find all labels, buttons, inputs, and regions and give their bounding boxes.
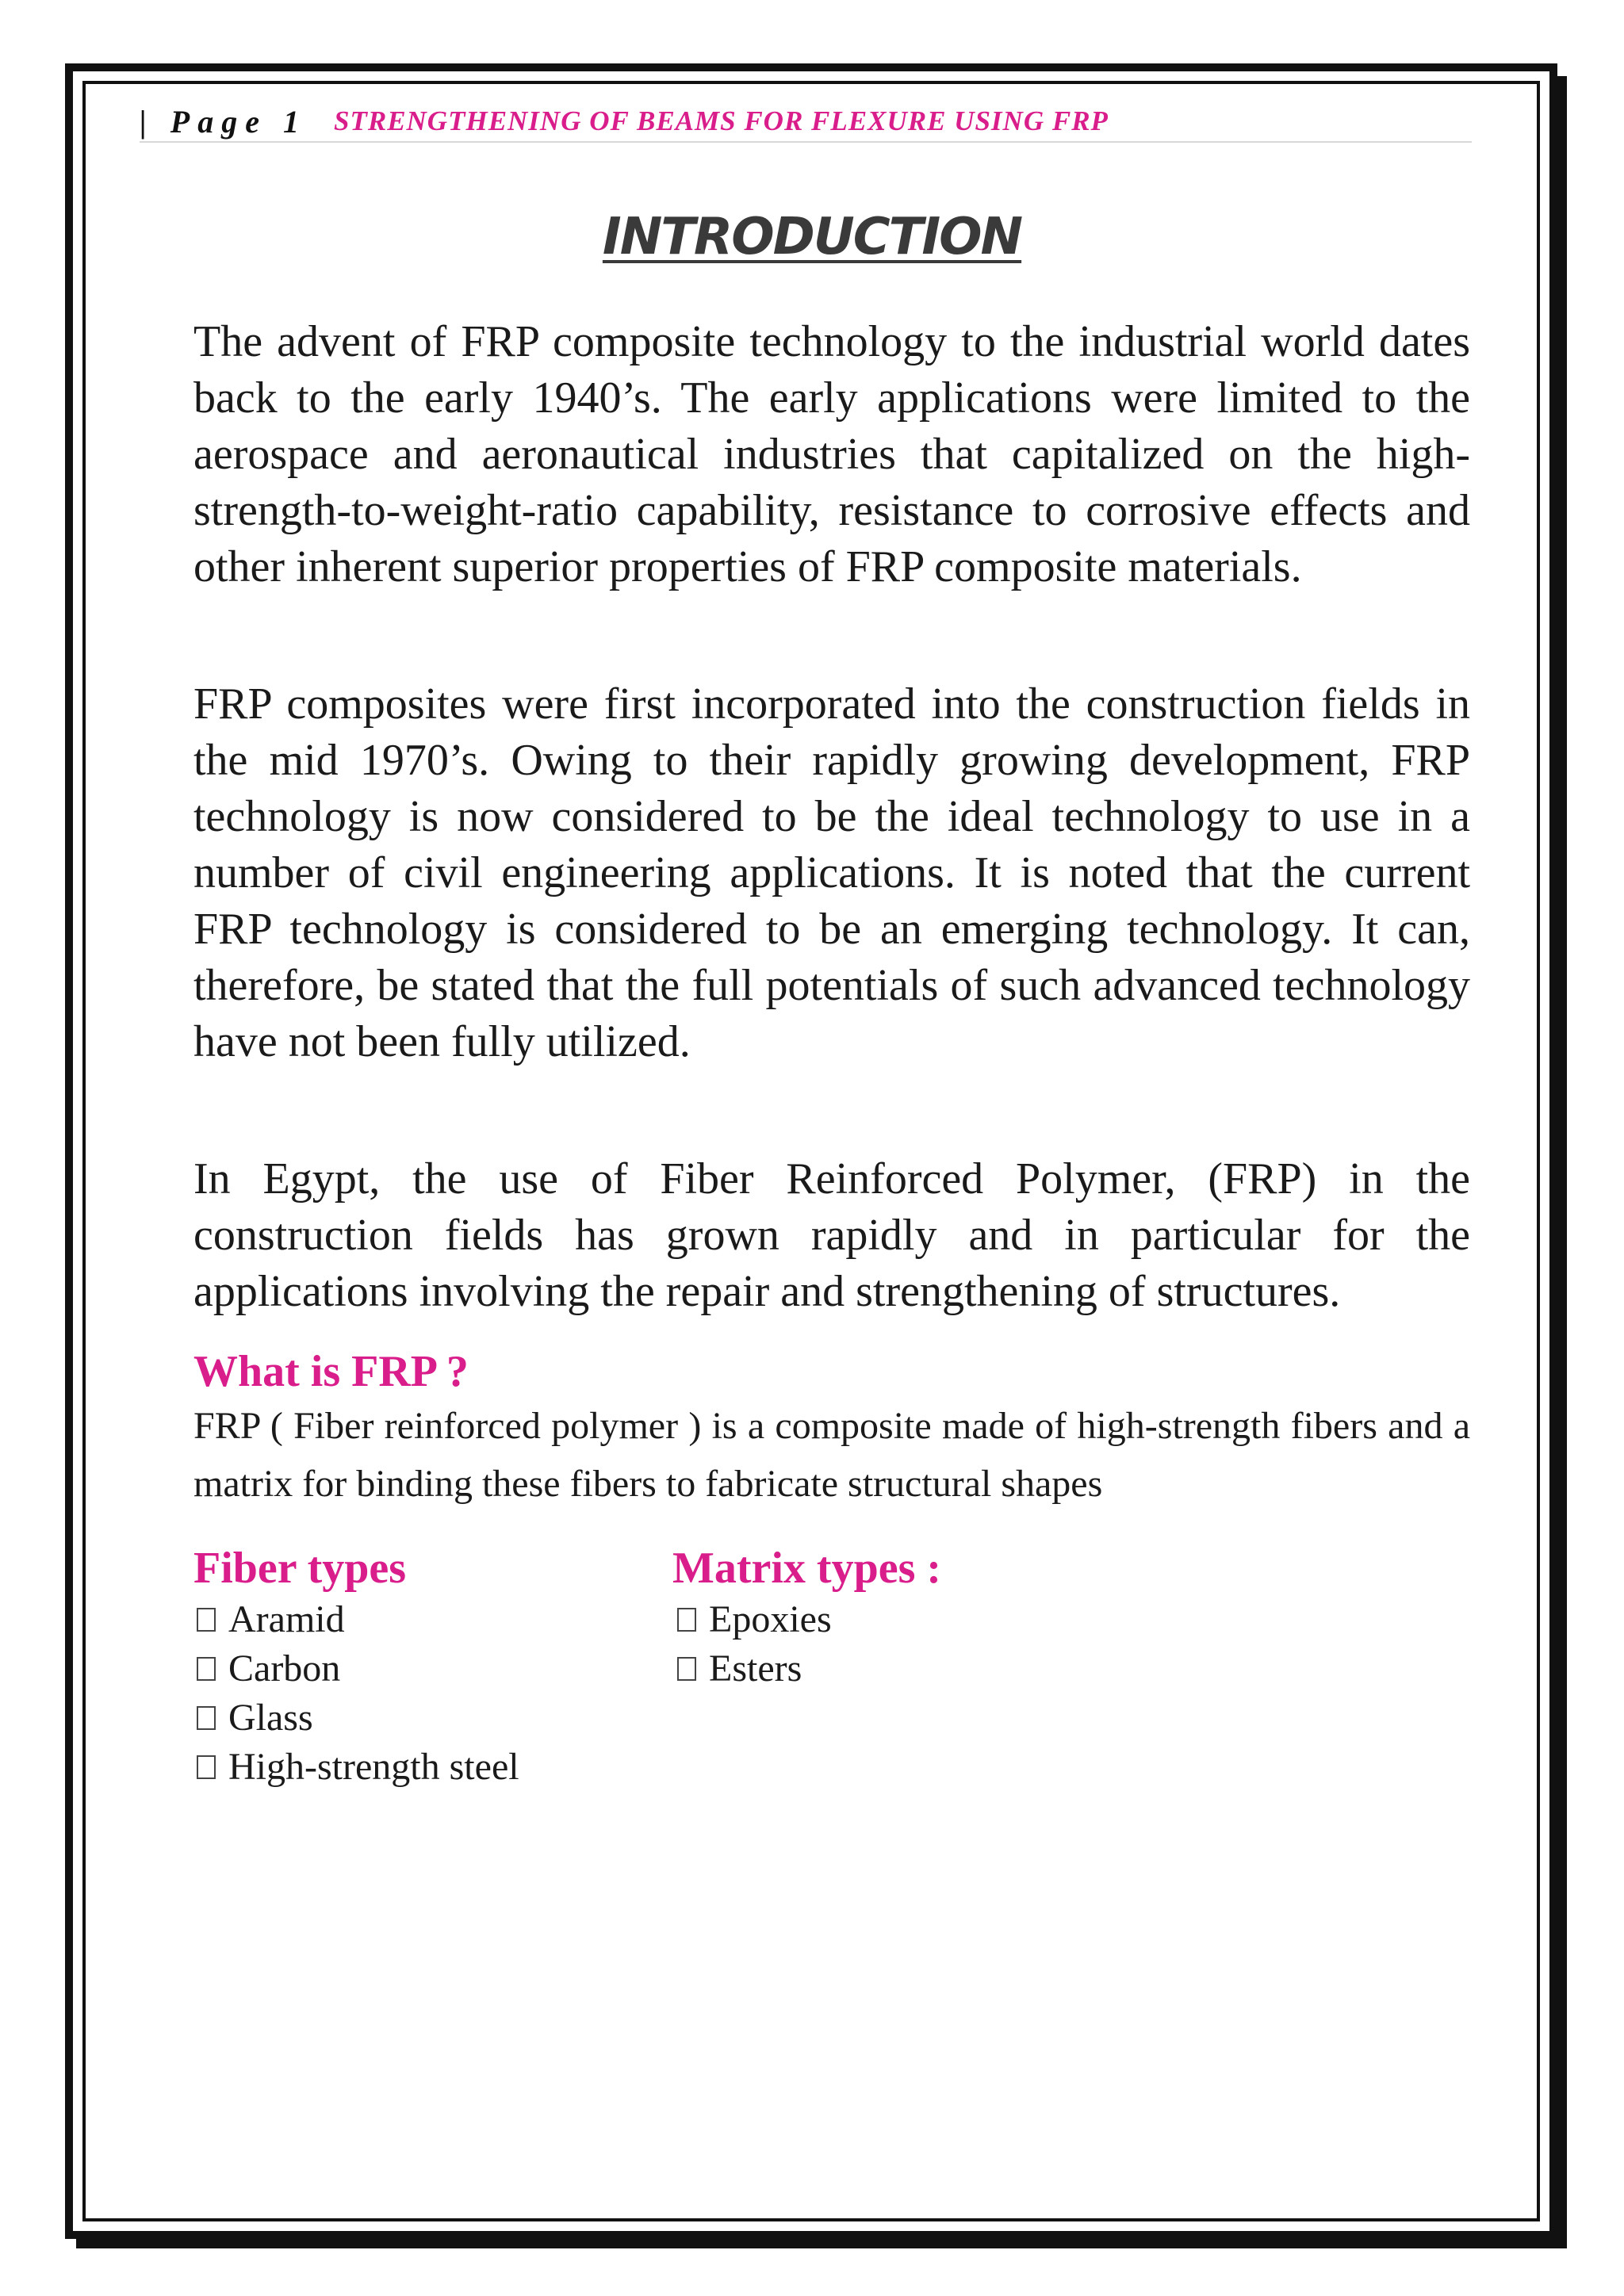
section-title bbox=[0, 208, 1624, 266]
fiber-types-list bbox=[193, 1595, 519, 1792]
checkbox-bullet-icon bbox=[197, 1755, 216, 1779]
checkbox-bullet-icon bbox=[197, 1608, 216, 1632]
page-header bbox=[140, 101, 1472, 143]
page-frame-shadow-right bbox=[1557, 76, 1567, 2248]
checkbox-bullet-icon bbox=[677, 1608, 696, 1632]
list-item bbox=[193, 1644, 519, 1693]
intro-paragraph-2: FRP composites were first incorporated into the construction fields in the mid 1970’s. Owing to their rapidly growing development, FRP technology is now considered to be the ideal technology to use in a number of civil engineering applications. It is noted that the current FRP technology is considered to be an emerging technology. It can, therefore, be stated that the full potentials of such advanced technology have not been fully utilized. bbox=[193, 679, 1470, 1066]
matrix-type-label: Esters bbox=[709, 1647, 802, 1689]
section-title-text: INTRODUCTION bbox=[602, 208, 1022, 266]
fiber-type-label: Carbon bbox=[228, 1647, 341, 1689]
matrix-types-heading: Matrix types : bbox=[672, 1544, 942, 1593]
intro-paragraph-1: The advent of FRP composite technology to the industrial world dates back to the early 1940’s. The early applications were limited to the aerospace and aeronautical industries that capitalized on the high-strength-to-weight-ratio capability, resistance to corrosive effects and other inherent superior properties of FRP composite materials. bbox=[193, 317, 1470, 591]
matrix-types-list bbox=[674, 1595, 832, 1693]
frp-definition: FRP ( Fiber reinforced polymer ) is a composite made of high-strength fibers and a matrix for binding these fibers to fabricate structural shapes bbox=[193, 1405, 1470, 1505]
list-item bbox=[193, 1743, 519, 1792]
list-item bbox=[193, 1693, 519, 1743]
matrix-type-label: Epoxies bbox=[709, 1598, 832, 1640]
what-is-frp-heading: What is FRP ? bbox=[193, 1347, 469, 1396]
list-item bbox=[193, 1595, 519, 1644]
fiber-type-label: Glass bbox=[228, 1697, 313, 1739]
fiber-type-label: Aramid bbox=[228, 1598, 345, 1640]
checkbox-bullet-icon bbox=[197, 1706, 216, 1730]
checkbox-bullet-icon bbox=[677, 1657, 696, 1681]
fiber-type-label: High-strength steel bbox=[228, 1746, 519, 1788]
list-item bbox=[674, 1644, 832, 1693]
checkbox-bullet-icon bbox=[197, 1657, 216, 1681]
page-number-label: | Page 1 bbox=[140, 103, 307, 140]
list-item bbox=[674, 1595, 832, 1644]
fiber-types-heading: Fiber types bbox=[193, 1544, 407, 1593]
page-frame-shadow-bottom bbox=[76, 2239, 1567, 2248]
intro-paragraph-3: In Egypt, the use of Fiber Reinforced Polymer, (FRP) in the construction fields has grown rapidly and in particular for the applications involving the repair and strengthening of structures. bbox=[193, 1154, 1470, 1316]
document-title: STRENGTHENING OF BEAMS FOR FLEXURE USING FRP bbox=[334, 105, 1109, 136]
